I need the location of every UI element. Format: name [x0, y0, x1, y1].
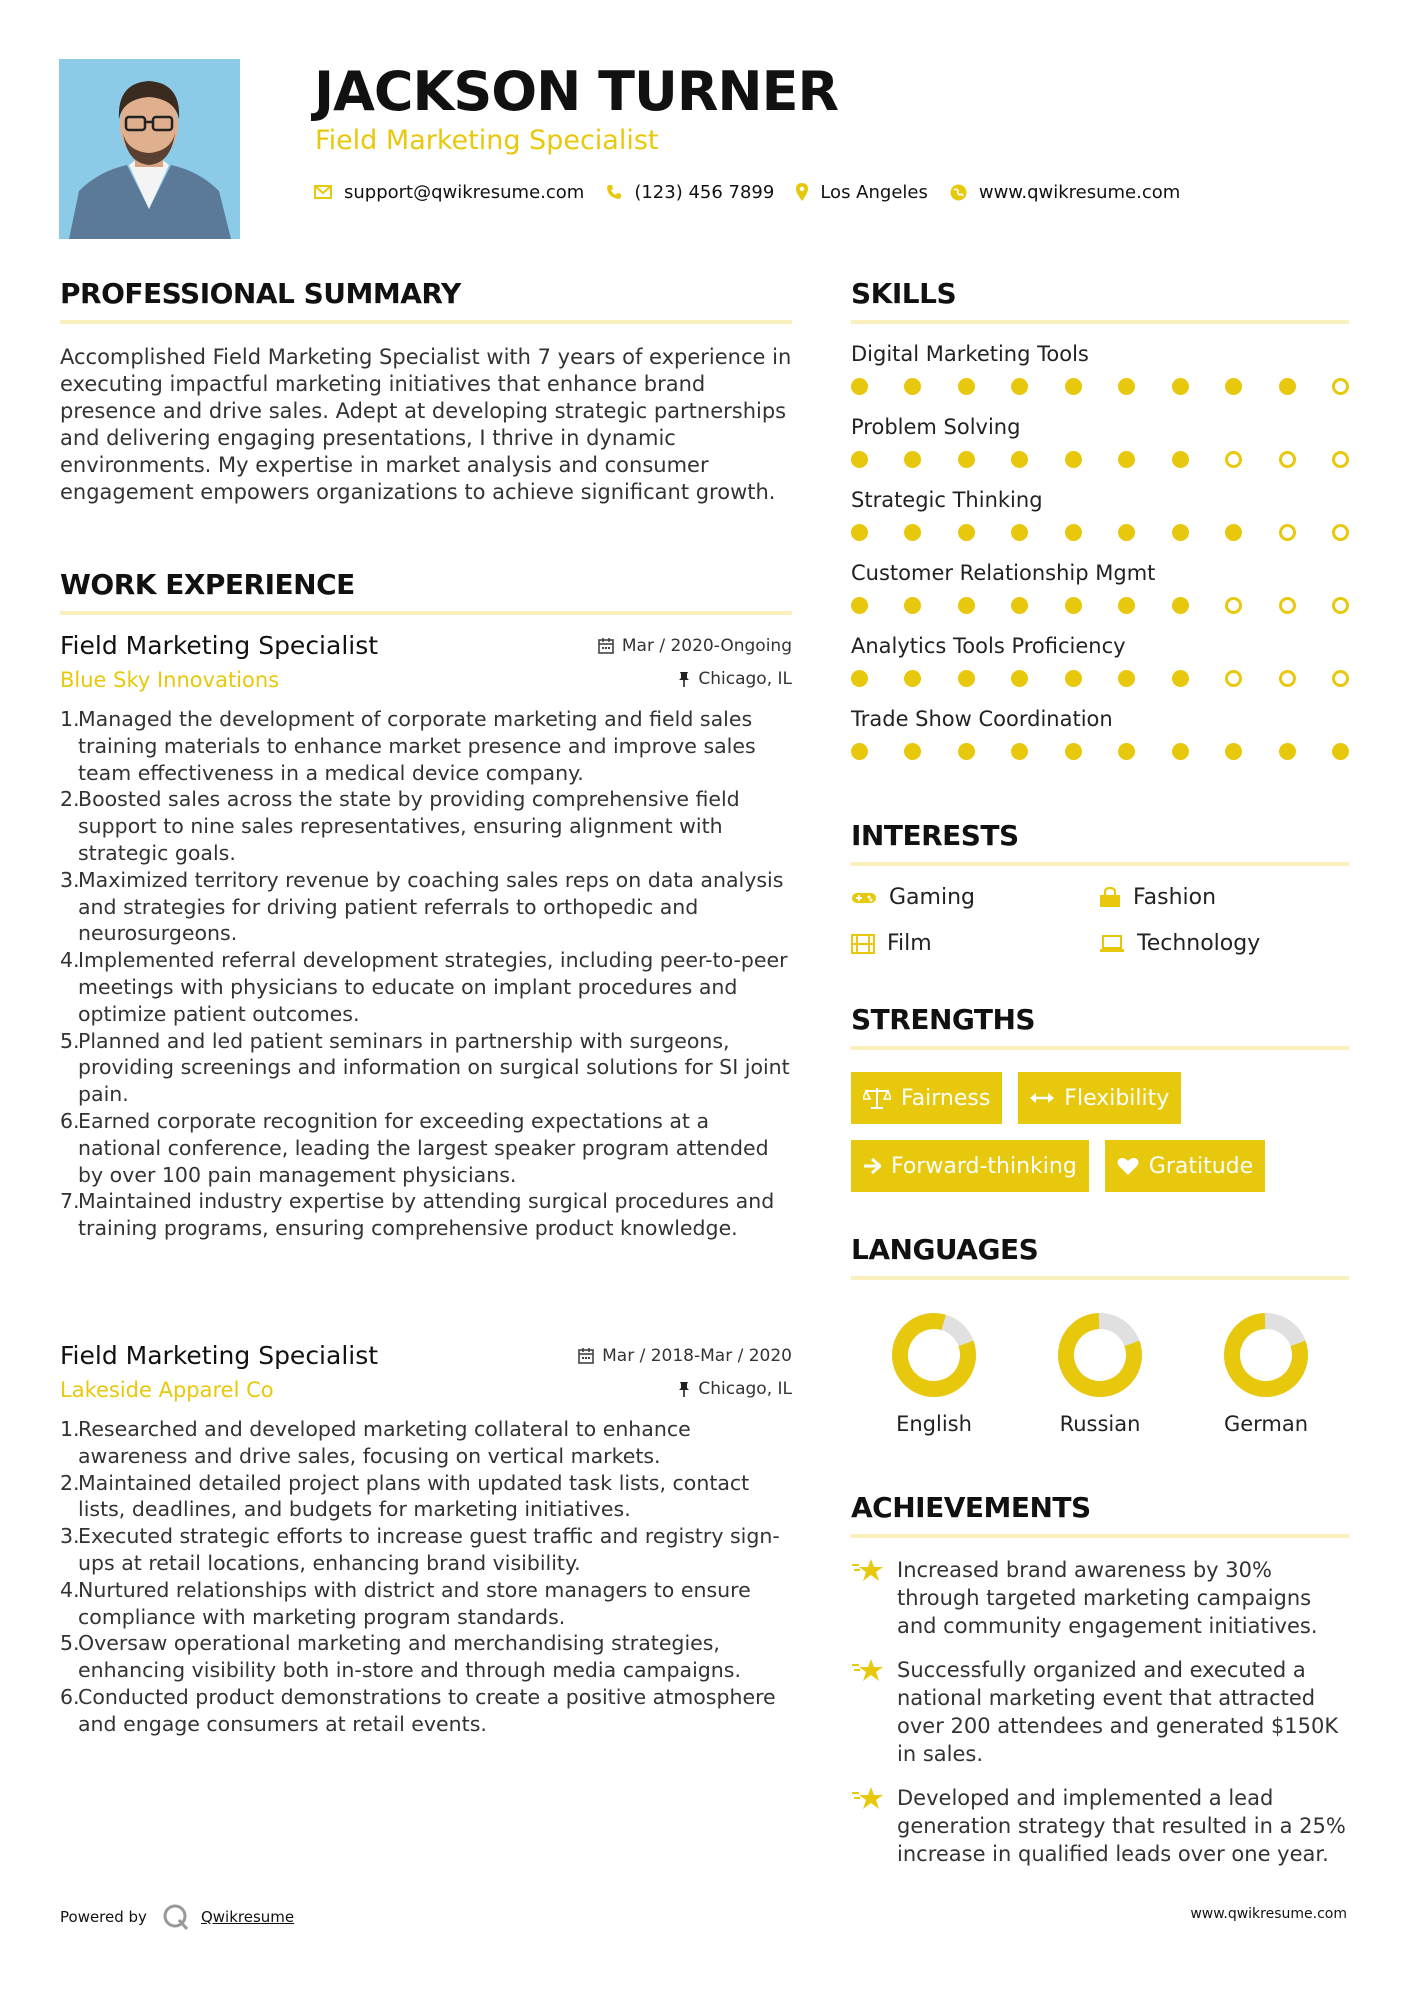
skill-name: Customer Relationship Mgmt [851, 561, 1156, 585]
phone-text: (123) 456 7899 [634, 181, 775, 203]
section-divider [60, 611, 792, 615]
envelope-icon [314, 185, 332, 199]
job-location: Chicago, IL [678, 1379, 792, 1399]
phone-icon [606, 184, 622, 200]
languages-list [851, 1310, 1349, 1436]
list-item: 2. Maintained detailed project plans with updated task lists, contact lists, deadlines, and budgets for marketing initiatives. [60, 1470, 750, 1522]
laptop-icon [1099, 935, 1125, 953]
map-marker-icon [796, 183, 808, 201]
list-item: 6. Earned corporate recognition for exceeding expectations at a national conference, leading the largest speaker program attended by over 100 pain management physicians. [60, 1108, 769, 1187]
section-divider [60, 320, 792, 324]
rating-dot-filled [851, 378, 868, 395]
footer-website[interactable]: www.qwikresume.com [1190, 1906, 1347, 1922]
location-text: Los Angeles [820, 181, 928, 203]
interests-section [851, 818, 1349, 960]
achievement-item: Developed and implemented a lead generation strategy that resulted in a 25% increase in qualified leads over one year. [851, 1784, 1349, 1868]
rating-dot-filled [904, 670, 921, 687]
achievement-item: Successfully organized and executed a national marketing event that attracted over 200 attendees and generated $150K in sales. [851, 1656, 1349, 1768]
interest-item: Technology [1099, 928, 1347, 960]
rating-dot-filled [1065, 597, 1082, 614]
rating-dot-filled [851, 743, 868, 760]
film-icon [851, 934, 875, 954]
rating-dot-filled [1118, 451, 1135, 468]
language-item: German [1183, 1310, 1349, 1436]
rating-dot-empty [1279, 597, 1296, 614]
skill-item [851, 705, 1349, 760]
skill-rating [851, 451, 1349, 468]
calendar-icon [598, 638, 614, 654]
skill-name: Digital Marketing Tools [851, 342, 1089, 366]
duty-list [60, 706, 792, 1242]
rating-dot-filled [851, 451, 868, 468]
rating-dot-filled [1118, 378, 1135, 395]
rating-dot-filled [1172, 670, 1189, 687]
rating-dot-filled [1172, 524, 1189, 541]
skill-item [851, 559, 1349, 614]
duty-list [60, 1416, 792, 1738]
job-entry-2 [60, 1340, 792, 1738]
skills-list [851, 340, 1349, 760]
rating-dot-filled [958, 743, 975, 760]
star-icon [851, 1658, 885, 1684]
rating-dot-empty [1332, 597, 1349, 614]
list-item: 5. Planned and led patient seminars in partnership with surgeons, providing screenings and information on surgical solutions for SI joint pain. [60, 1028, 790, 1107]
rating-dot-filled [1011, 597, 1028, 614]
job-title: Field Marketing Specialist [60, 631, 379, 660]
list-item: 5. Oversaw operational marketing and merchandising strategies, enhancing visibility both in-store and through media campaigns. [60, 1631, 741, 1683]
rating-dot-filled [958, 378, 975, 395]
rating-dot-empty [1332, 451, 1349, 468]
section-divider [851, 1534, 1349, 1538]
interest-item: Film [851, 928, 1099, 960]
rating-dot-filled [1065, 743, 1082, 760]
rating-dot-filled [904, 378, 921, 395]
rating-dot-filled [1011, 670, 1028, 687]
skill-name: Analytics Tools Proficiency [851, 634, 1126, 658]
contact-email[interactable] [314, 182, 584, 203]
rating-dot-filled [1065, 524, 1082, 541]
achievements-section [851, 1490, 1349, 1884]
rating-dot-filled [958, 670, 975, 687]
contact-website[interactable] [950, 182, 1180, 203]
rating-dot-empty [1279, 524, 1296, 541]
arrows-horizontal-icon [1030, 1091, 1054, 1105]
rating-dot-filled [904, 524, 921, 541]
rating-dot-filled [1118, 670, 1135, 687]
rating-dot-filled [958, 451, 975, 468]
gamepad-icon [851, 890, 877, 906]
rating-dot-filled [1225, 378, 1242, 395]
section-divider [851, 1276, 1349, 1280]
list-item: 3. Executed strategic efforts to increase guest traffic and registry sign-ups at retail locations, enhancing brand visibility. [60, 1524, 780, 1575]
strength-tag: Forward-thinking [851, 1140, 1089, 1192]
rating-dot-filled [904, 451, 921, 468]
interest-item: Gaming [851, 882, 1099, 914]
rating-dot-filled [1225, 524, 1242, 541]
globe-icon [950, 184, 967, 201]
list-item: 2. Boosted sales across the state by providing comprehensive field support to nine sales representatives, ensuring alignment with strategic goals. [60, 787, 740, 865]
rating-dot-filled [1332, 743, 1349, 760]
rating-dot-empty [1332, 670, 1349, 687]
section-divider [851, 320, 1349, 324]
skill-rating [851, 378, 1349, 395]
rating-dot-filled [1065, 670, 1082, 687]
job-location: Chicago, IL [678, 669, 792, 689]
rating-dot-filled [1118, 743, 1135, 760]
rating-dot-filled [1172, 597, 1189, 614]
ring-fill [890, 1311, 977, 1398]
skills-section [851, 276, 1349, 760]
rating-dot-empty [1332, 524, 1349, 541]
rating-dot-empty [1279, 670, 1296, 687]
skill-name: Strategic Thinking [851, 488, 1043, 512]
rating-dot-filled [1172, 451, 1189, 468]
interests-list [851, 882, 1349, 960]
skills-heading: SKILLS [851, 277, 957, 310]
experience-heading: WORK EXPERIENCE [60, 568, 355, 601]
rating-dot-filled [904, 743, 921, 760]
rating-dot-filled [1172, 378, 1189, 395]
languages-heading: LANGUAGES [851, 1233, 1039, 1266]
rating-dot-filled [1011, 743, 1028, 760]
rating-dot-filled [1172, 743, 1189, 760]
contact-location [796, 182, 928, 203]
languages-section [851, 1232, 1349, 1436]
rating-dot-filled [1279, 743, 1296, 760]
list-item: 4. Implemented referral development strategies, including peer-to-peer meetings with physicians to educate on implant procedures and optimize patient outcomes. [60, 948, 788, 1026]
footer-powered-by: Powered by Qwikresume [60, 1902, 294, 1932]
job-dates: Mar / 2018-Mar / 2020 [578, 1346, 792, 1366]
list-item: 1. Researched and developed marketing collateral to enhance awareness and drive sales, focusing on vertical markets. [60, 1417, 691, 1468]
language-item: Russian [1017, 1310, 1183, 1436]
achievement-item: Increased brand awareness by 30% through targeted marketing campaigns and community engagement initiatives. [851, 1556, 1349, 1640]
skill-item [851, 340, 1349, 395]
list-item: 3. Maximized territory revenue by coaching sales reps on data analysis and strategies for driving patient referrals to orthopedic and neurosurgeons. [60, 867, 784, 946]
job-dates: Mar / 2020-Ongoing [598, 636, 792, 656]
shopping-bag-icon [1099, 887, 1121, 909]
calendar-icon [578, 1348, 594, 1364]
skill-rating [851, 597, 1349, 614]
balance-scale-icon [863, 1087, 891, 1109]
company-name: Blue Sky Innovations [60, 668, 280, 692]
skill-item [851, 486, 1349, 541]
rating-dot-empty [1225, 597, 1242, 614]
experience-section [60, 567, 792, 615]
language-proficiency-ring [889, 1310, 979, 1400]
rating-dot-filled [1225, 743, 1242, 760]
star-icon [851, 1786, 885, 1812]
star-icon [851, 1558, 885, 1584]
candidate-role: Field Marketing Specialist [315, 125, 659, 156]
strengths-list [851, 1072, 1349, 1208]
summary-text: Accomplished Field Marketing Specialist with 7 years of experience in executing impactful marketing initiatives that enhance brand presence and drive sales. Adept at developing strategic partnerships and delivering engaging presentations, I thrive in dynamic environments. My expertise in market analysis and consumer engagement empowers organizations to achieve significant growth. [60, 345, 792, 504]
contact-phone[interactable] [606, 182, 774, 203]
rating-dot-filled [958, 597, 975, 614]
strength-tag: Gratitude [1105, 1140, 1265, 1192]
pushpin-icon [678, 671, 690, 687]
qwikresume-link[interactable]: Qwikresume [200, 1908, 295, 1926]
rating-dot-filled [851, 597, 868, 614]
candidate-name: JACKSON TURNER [314, 60, 839, 123]
profile-photo [59, 59, 240, 239]
skill-rating [851, 670, 1349, 687]
rating-dot-filled [1011, 524, 1028, 541]
rating-dot-filled [1011, 451, 1028, 468]
strength-tag: Fairness [851, 1072, 1002, 1124]
rating-dot-filled [1065, 378, 1082, 395]
language-proficiency-ring [1221, 1310, 1311, 1400]
strengths-section [851, 1002, 1349, 1208]
rating-dot-filled [1011, 378, 1028, 395]
rating-dot-filled [1279, 378, 1296, 395]
strengths-heading: STRENGTHS [851, 1003, 1036, 1036]
heart-icon [1117, 1156, 1139, 1176]
rating-dot-filled [958, 524, 975, 541]
list-item: 4. Nurtured relationships with district and store managers to ensure compliance with marketing program standards. [60, 1577, 751, 1629]
company-name: Lakeside Apparel Co [60, 1378, 274, 1402]
rating-dot-empty [1225, 670, 1242, 687]
section-divider [851, 1046, 1349, 1050]
rating-dot-filled [1118, 597, 1135, 614]
job-entry-1 [60, 630, 792, 1242]
section-divider [851, 862, 1349, 866]
rating-dot-empty [1332, 378, 1349, 395]
website-text: www.qwikresume.com [978, 181, 1181, 203]
language-item: English [851, 1310, 1017, 1436]
qwikresume-logo-icon [161, 1902, 191, 1932]
achievements-list [851, 1556, 1349, 1868]
interest-item: Fashion [1099, 882, 1347, 914]
rating-dot-filled [904, 597, 921, 614]
interests-heading: INTERESTS [851, 819, 1019, 852]
rating-dot-empty [1225, 451, 1242, 468]
rating-dot-filled [851, 524, 868, 541]
pushpin-icon [678, 1381, 690, 1397]
summary-heading: PROFESSIONAL SUMMARY [60, 277, 461, 310]
skill-name: Trade Show Coordination [851, 707, 1113, 731]
rating-dot-empty [1279, 451, 1296, 468]
skill-name: Problem Solving [851, 415, 1021, 439]
skill-rating [851, 743, 1349, 760]
list-item: 7. Maintained industry expertise by attending surgical procedures and training programs, ensuring comprehensive product knowledge. [60, 1189, 775, 1241]
contact-bar [314, 178, 1202, 206]
rating-dot-filled [1118, 524, 1135, 541]
rating-dot-filled [851, 670, 868, 687]
skill-rating [851, 524, 1349, 541]
job-title: Field Marketing Specialist [60, 1341, 379, 1370]
strength-tag: Flexibility [1018, 1072, 1181, 1124]
email-text: support@qwikresume.com [344, 181, 585, 203]
summary-section [60, 276, 792, 506]
arrow-right-icon [863, 1157, 881, 1175]
list-item: 1. Managed the development of corporate marketing and field sales training materials to enhance market presence and improve sales team effectiveness in a medical device company. [60, 707, 756, 785]
rating-dot-filled [1065, 451, 1082, 468]
language-proficiency-ring [1055, 1310, 1145, 1400]
list-item: 6. Conducted product demonstrations to create a positive atmosphere and engage consumers at retail events. [60, 1684, 776, 1736]
skill-item [851, 413, 1349, 468]
skill-item [851, 632, 1349, 687]
achievements-heading: ACHIEVEMENTS [851, 1491, 1091, 1524]
